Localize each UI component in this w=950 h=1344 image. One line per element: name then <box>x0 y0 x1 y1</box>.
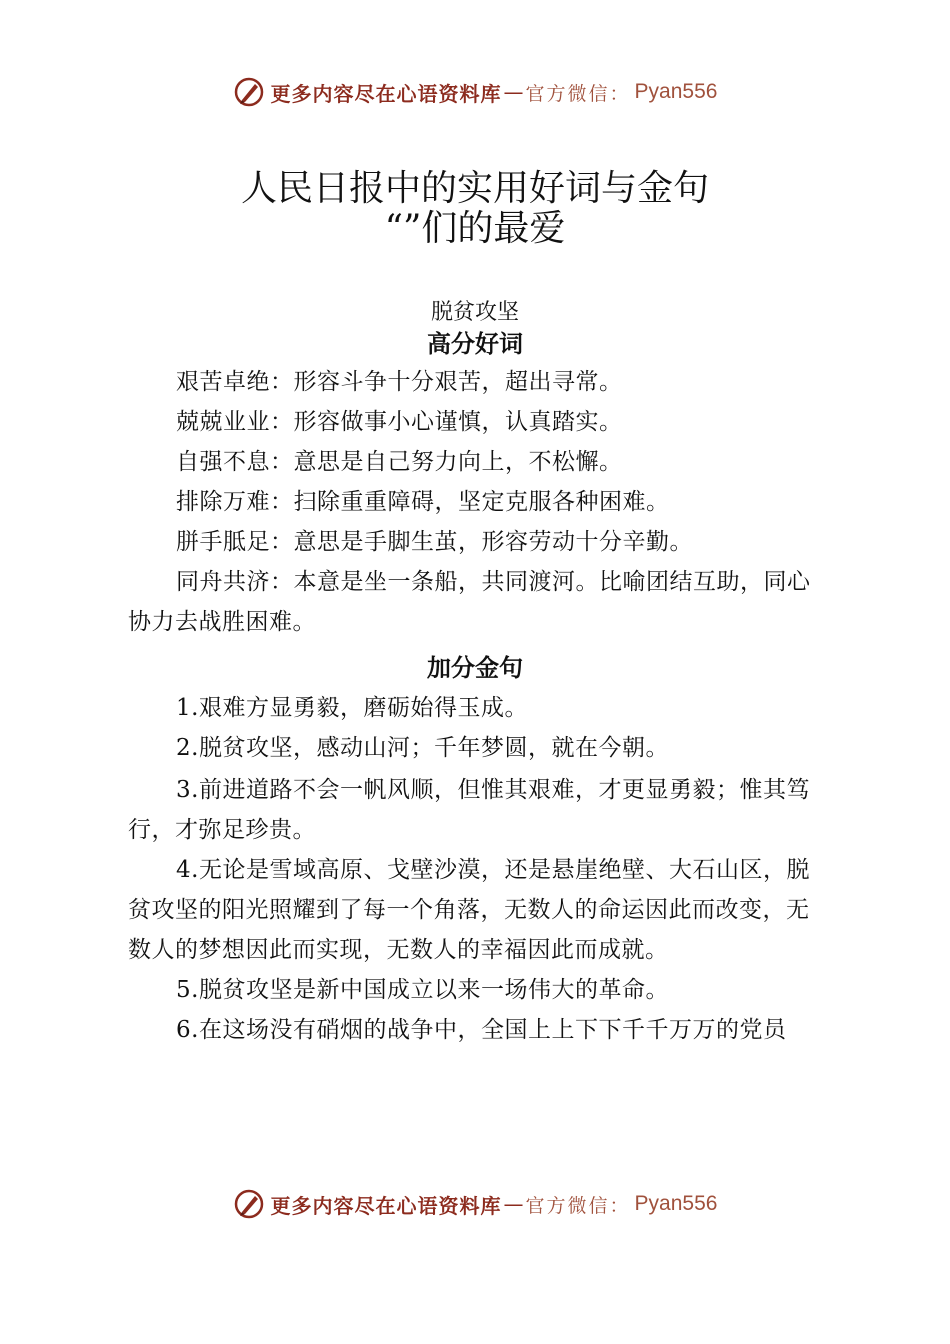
topic-heading: 脱贫攻坚 <box>430 300 519 325</box>
banner-text: 更多内容尽在心语资料库 <box>270 81 502 106</box>
page-subtitle: “”们的最爱 <box>384 208 566 249</box>
page-title: 人民日报中的实用好词与金句 <box>240 168 709 209</box>
word-item: 胼手胝足：意思是手脚生茧，形容劳动十分辛勤。 <box>176 529 693 555</box>
banner-separator: — <box>503 80 524 104</box>
quote-item: 5.脱贫攻坚是新中国成立以来一场伟大的革命。 <box>176 977 669 1003</box>
word-item: 排除万难：扫除重重障碍，坚定克服各种困难。 <box>176 489 670 515</box>
words-heading: 高分好词 <box>427 330 523 358</box>
banner-separator: — <box>503 1192 524 1216</box>
footer-banner <box>0 1182 950 1226</box>
word-item: 自强不息：意思是自己努力向上，不松懈。 <box>176 449 623 475</box>
banner-wechat-label: 官方微信： <box>525 1194 631 1217</box>
quote-item: 3.前进道路不会一帆风顺，但惟其艰难，才更显勇毅；惟其笃行，才弥足珍贵。 <box>128 777 810 843</box>
quote-item: 2.脱贫攻坚，感动山河；千年梦圆，就在今朝。 <box>176 735 669 761</box>
pen-logo-icon <box>233 1188 265 1220</box>
quote-item: 6.在这场没有硝烟的战争中，全国上上下下千千万万的党员 <box>176 1017 787 1043</box>
quote-item: 1.艰难方显勇毅，磨砺始得玉成。 <box>176 695 528 721</box>
banner-wechat-id: Pyan556 <box>634 1192 718 1215</box>
banner-wechat-label: 官方微信： <box>525 82 631 105</box>
banner-text: 更多内容尽在心语资料库 <box>270 1193 502 1218</box>
pen-logo-icon <box>233 76 265 108</box>
word-item: 同舟共济：本意是坐一条船，共同渡河。比喻团结互助，同心协力去战胜困难。 <box>128 569 811 635</box>
word-item: 兢兢业业：形容做事小心谨慎，认真踏实。 <box>176 409 623 435</box>
banner-wechat-id: Pyan556 <box>634 80 718 103</box>
header-banner <box>0 70 950 114</box>
quotes-heading: 加分金句 <box>427 654 523 682</box>
word-item: 艰苦卓绝：形容斗争十分艰苦，超出寻常。 <box>176 369 623 395</box>
quote-item: 4.无论是雪域高原、戈壁沙漠，还是悬崖绝壁、大石山区，脱贫攻坚的阳光照耀到了每一个角落，无数人的命运因此而改变，无数人的梦想因此而实现，无数人的幸福因此而成就。 <box>128 857 810 963</box>
